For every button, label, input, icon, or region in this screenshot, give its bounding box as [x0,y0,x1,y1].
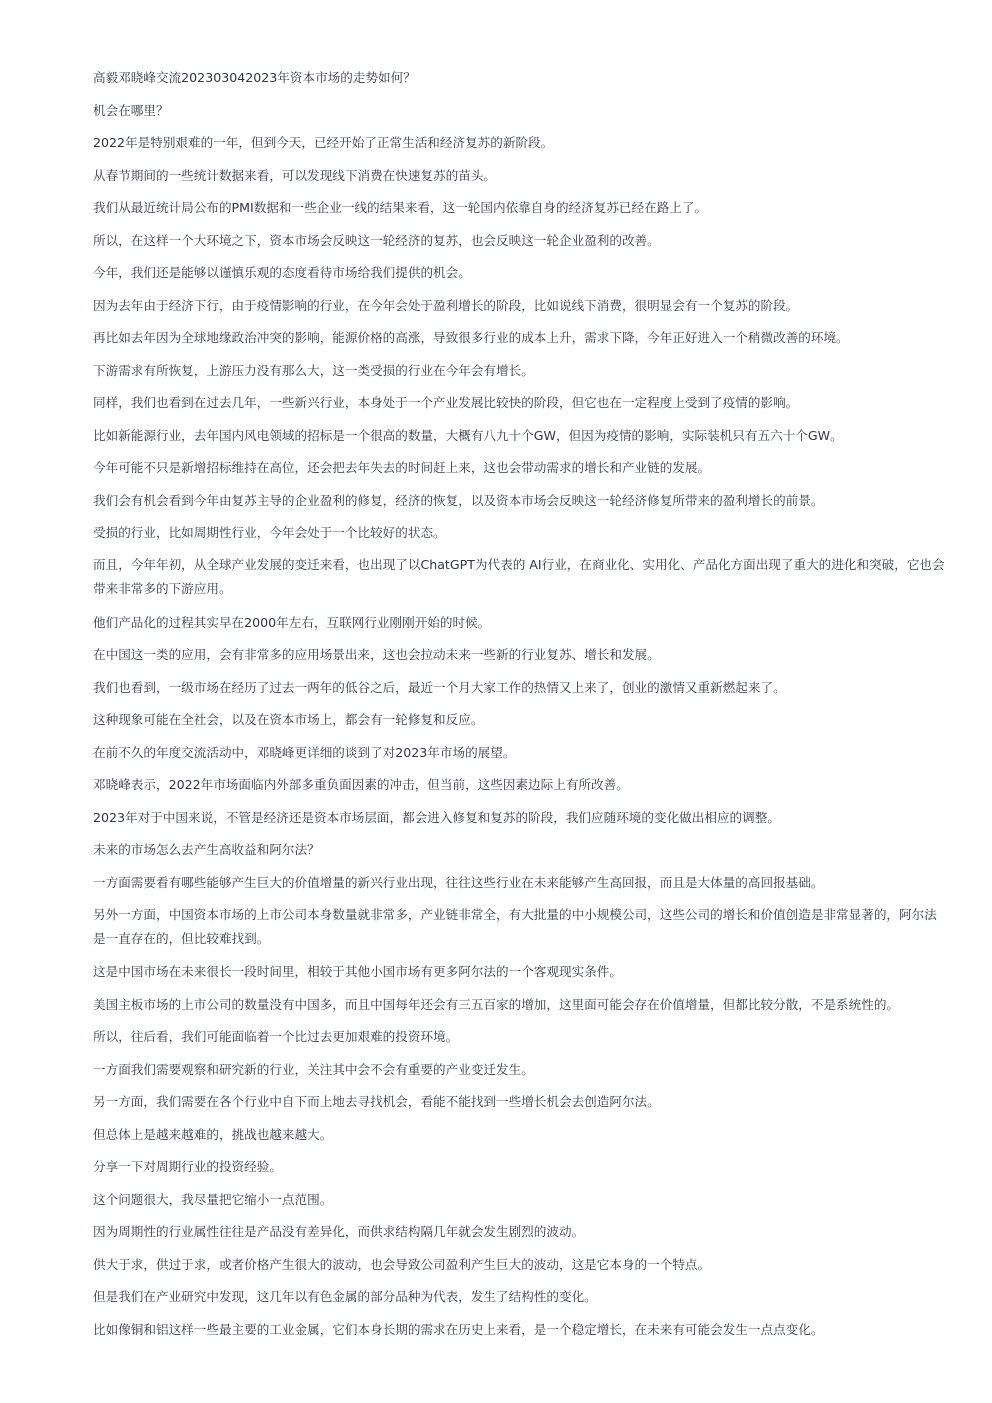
paragraph: 2022年是特别艰难的一年，但到今天，已经开始了正常生活和经济复苏的新阶段。 [93,135,554,150]
paragraph: 美国主板市场的上市公司的数量没有中国多，而且中国每年还会有三五百家的增加，这里面可能会存在价值增量，但都比较分散，不是系统性的。 [93,996,899,1012]
paragraph: 未来的市场怎么去产生高收益和阿尔法？ [93,842,320,858]
paragraph: 但总体上是越来越难的，挑战也越来越大。 [93,1126,333,1142]
paragraph: 今年，我们还是能够以谨慎乐观的态度看待市场给我们提供的机会。 [93,265,471,280]
paragraph: 而且，今年年初，从全球产业发展的变迁来看，也出现了以ChatGPT为代表的 AI行业，在商业化、实用化、产品化方面出现了重大的进化和突破，它也会带来非常多的下游应用。 [93,556,945,597]
paragraph: 这个问题很大，我尽量把它缩小一点范围。 [93,1191,333,1207]
paragraph: 这是中国市场在未来很长一段时间里，相较于其他小国市场有更多阿尔法的一个客观现实条件。 [93,964,622,980]
paragraph: 在中国这一类的应用，会有非常多的应用场景出来，这也会拉动未来一些新的行业复苏、增长和发展。 [93,647,660,663]
paragraph: 在前不久的年度交流活动中，邓晓峰更详细的谈到了对2023年市场的展望。 [93,744,516,760]
document-title: 高毅邓晓峰交流202303042023年资本市场的走势如何？ [93,70,416,85]
paragraph: 邓晓峰表示，2022年市场面临内外部多重负面因素的冲击，但当前，这些因素边际上有所改善。 [93,777,629,793]
paragraph: 比如新能源行业，去年国内风电领域的招标是一个很高的数量，大概有八九十个GW，但因为疫情的影响，实际装机只有五六十个GW。 [93,427,843,443]
paragraph: 同样，我们也看到在过去几年，一些新兴行业，本身处于一个产业发展比较快的阶段，但它也在一定程度上受到了疫情的影响。 [93,395,799,410]
paragraph: 今年可能不只是新增招标维持在高位，还会把去年失去的时间赶上来，这也会带动需求的增长和产业链的发展。 [93,460,711,475]
paragraph: 这种现象可能在全社会，以及在资本市场上，都会有一轮修复和反应。 [93,712,484,728]
paragraph: 机会在哪里？ [93,102,169,118]
document-body [93,68,945,1352]
paragraph: 所以，在这样一个大环境之下，资本市场会反映这一轮经济的复苏，也会反映这一轮企业盈利的改善。 [93,232,660,248]
paragraph: 一方面我们需要观察和研究新的行业，关注其中会不会有重要的产业变迁发生。 [93,1061,534,1077]
paragraph: 供大于求，供过于求，或者价格产生很大的波动，也会导致公司盈利产生巨大的波动，这是它本身的一个特点。 [93,1256,711,1272]
paragraph: 受损的行业，比如周期性行业，今年会处于一个比较好的状态。 [93,525,446,540]
paragraph: 所以，往后看，我们可能面临着一个比过去更加艰难的投资环境。 [93,1029,459,1045]
paragraph: 因为周期性的行业属性往往是产品没有差异化，而供求结构隔几年就会发生剧烈的波动。 [93,1224,585,1240]
paragraph: 另一方面，我们需要在各个行业中自下而上地去寻找机会，看能不能找到一些增长机会去创造阿尔法。 [93,1094,660,1110]
paragraph: 另外一方面，中国资本市场的上市公司本身数量就非常多，产业链非常全，有大批量的中小规模公司，这些公司的增长和价值创造是非常显著的，阿尔法是一直存在的，但比较难找到。 [93,906,937,946]
paragraph: 我们从最近统计局公布的PMI数据和一些企业一线的结果来看，这一轮国内依靠自身的经济复苏已经在路上了。 [93,200,708,215]
paragraph: 分享一下对周期行业的投资经验。 [93,1159,282,1175]
paragraph: 他们产品化的过程其实早在2000年左右，互联网行业刚刚开始的时候。 [93,614,491,630]
paragraph: 再比如去年因为全球地缘政治冲突的影响，能源价格的高涨，导致很多行业的成本上升，需求下降，今年正好进入一个稍微改善的环境。 [93,330,849,345]
paragraph: 但是我们在产业研究中发现，这几年以有色金属的部分品种为代表，发生了结构性的变化。 [93,1289,597,1305]
paragraph: 从春节期间的一些统计数据来看，可以发现线下消费在快速复苏的苗头。 [93,167,496,183]
paragraph: 比如像铜和铝这样一些最主要的工业金属，它们本身长期的需求在历史上来看，是一个稳定增长，在未来有可能会发生一点点变化。 [93,1321,824,1337]
paragraph: 一方面需要看有哪些能够产生巨大的价值增量的新兴行业出现，往往这些行业在未来能够产生高回报，而且是大体量的高回报基础。 [93,874,824,890]
paragraph: 2023年对于中国来说，不管是经济还是资本市场层面，都会进入修复和复苏的阶段，我们应随环境的变化做出相应的调整。 [93,809,780,825]
paragraph: 我们也看到，一级市场在经历了过去一两年的低谷之后，最近一个月大家工作的热情又上来了，创业的激情又重新燃起来了。 [93,679,786,695]
paragraph: 下游需求有所恢复，上游压力没有那么大，这一类受损的行业在今年会有增长。 [93,362,534,378]
paragraph: 因为去年由于经济下行，由于疫情影响的行业，在今年会处于盈利增长的阶段，比如说线下消费，很明显会有一个复苏的阶段。 [93,297,799,313]
paragraph: 我们会有机会看到今年由复苏主导的企业盈利的修复，经济的恢复，以及资本市场会反映这一轮经济修复所带来的盈利增长的前景。 [93,492,824,508]
